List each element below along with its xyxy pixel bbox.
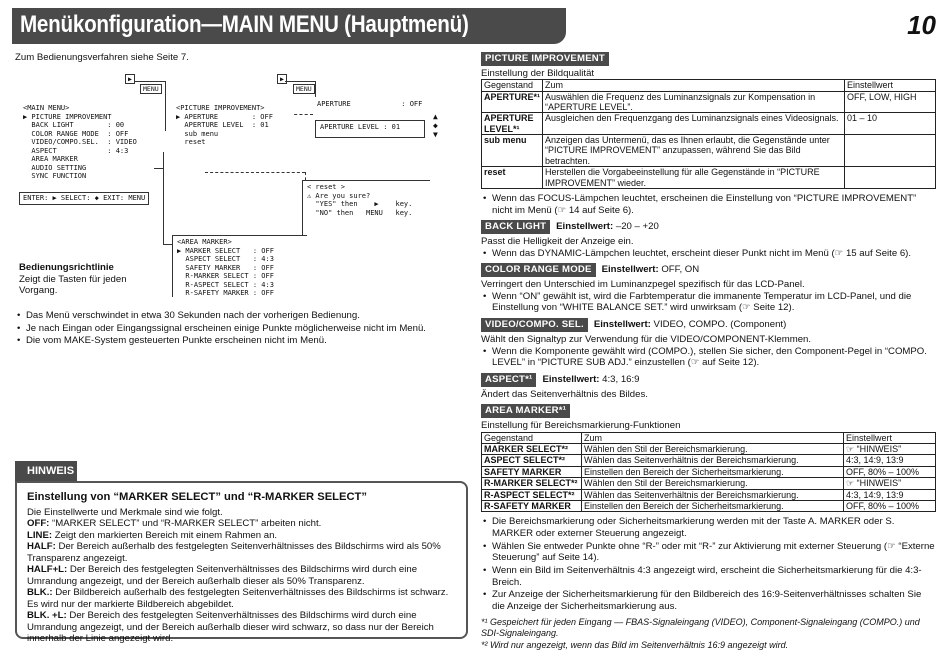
menu-key-indicator-1: MENU <box>140 84 162 94</box>
area-marker-label: AREA MARKER*¹ <box>481 404 570 418</box>
table-cell: R-SAFETY MARKER <box>482 500 582 511</box>
table-header: Zum <box>543 80 845 91</box>
hinweis-paragraph: BLK.: Der Bildbereich außerhalb des festgelegten Seitenverhältnisses des Bildschirms ist schwarz. Es wird nur der markierte Bildbereich abgebildet. <box>27 587 449 610</box>
table-cell: ☞ “HINWEIS” <box>844 444 936 455</box>
table-cell: Einstellen den Bereich der Sicherheitsmarkierung. <box>582 500 844 511</box>
hinweis-paragraph: HALF+L: Der Bereich des festgelegten Seitenverhältnisses des Bildschirms wird durch eine Umrandung angezeigt, und der Bereich außerhalb dieser als 50% Transparenz. <box>27 564 418 587</box>
table-cell <box>845 135 936 167</box>
intro-text: Zum Bedienungsverfahren siehe Seite 7. <box>15 52 189 63</box>
table-row <box>482 91 936 113</box>
list-item: • Das Menü verschwindet in etwa 30 Sekunden nach der vorherigen Bedienung. <box>15 310 470 322</box>
main-menu-line: ▶ PICTURE IMPROVEMENT <box>23 112 112 121</box>
table-cell: R-MARKER SELECT*² <box>482 478 582 489</box>
table-cell: reset <box>482 167 543 189</box>
table-header: Einstellwert <box>845 80 936 91</box>
table-row <box>482 167 936 189</box>
reset-dialog-line: "NO" then MENU key. <box>307 208 413 217</box>
table-header: Gegenstand <box>482 80 543 91</box>
legend-text: Zeigt die Tasten für jeden Vorgang. <box>19 273 127 297</box>
area-caption: Einstellung für Bereichsmarkierung-Funktionen <box>481 420 681 432</box>
table-row <box>482 500 936 511</box>
table-row <box>482 478 936 489</box>
table-header: Einstellwert <box>844 432 936 443</box>
table-cell: APERTURE*¹ <box>482 91 543 113</box>
picture-menu-line: reset <box>176 138 206 147</box>
picture-menu-line: ▶ APERTURE : OFF <box>176 112 273 121</box>
picture-improvement-submenu <box>172 102 292 160</box>
table-cell: OFF, LOW, HIGH <box>845 91 936 113</box>
main-menu-line: AUDIO SETTING <box>23 163 87 172</box>
table-cell: OFF, 80% – 100% <box>844 500 936 511</box>
menu-notes-list <box>15 310 470 348</box>
table-row <box>482 466 936 477</box>
table-cell: ASPECT SELECT*² <box>482 455 582 466</box>
table-row <box>482 444 936 455</box>
aspect-value-label: Einstellwert: <box>542 373 600 385</box>
table-cell: 4:3, 14:9, 13:9 <box>844 455 936 466</box>
hinweis-paragraph: LINE: Zeigt den markierten Bereich mit einem Rahmen an. <box>27 529 278 541</box>
hinweis-paragraph: BLK. +L: Der Bereich des festgelegten Seitenverhältnisses des Bildschirms wird durch eine Umrandung angezeigt, und der Bereich außerhalb dieser wird schwarz, so dass nur der Bereich innerhalb der Linie angezeigt wird. <box>27 610 434 645</box>
picture-improvement-label: PICTURE IMPROVEMENT <box>481 52 609 66</box>
picture-menu-line: <PICTURE IMPROVEMENT> <box>176 104 265 112</box>
area-table <box>481 432 936 512</box>
color-range-notes <box>481 291 936 314</box>
table-cell: Anzeigen das Untermenü, das es Ihnen erlaubt, die Gegenstände unter “PICTURE IMPROVEMENT” anzupassen, während Sie das Bild betrachten. <box>543 135 845 167</box>
back-light-text: Passt die Helligkeit der Anzeige ein. <box>481 235 634 247</box>
list-item: • Zur Anzeige der Sicherheitsmarkierung für den Bildbereich des 16:9-Seitenverhältnisses schalten Sie die Anzeige der Sicherheitsmarkierung aus. <box>481 589 936 612</box>
video-compo-value: VIDEO, COMPO. (Component) <box>650 319 787 331</box>
list-item: • Wählen Sie entweder Punkte ohne “R-” oder mit “R-” zur Aktivierung mit externer Steuerung (☞ “Externe Steuerung” auf Seite 14). <box>481 541 936 564</box>
page-number: 10 <box>907 10 936 40</box>
list-item: • Wenn das FOCUS-Lämpchen leuchtet, erscheinen die Einstellung von “PICTURE IMPROVEMENT” nicht im Menü (☞ 14 auf Seite 6). <box>481 193 936 216</box>
main-menu-line: VIDEO/COMPO.SEL. : VIDEO <box>23 138 137 147</box>
video-compo-value-label: Einstellwert: <box>593 319 651 331</box>
area-notes <box>481 516 936 613</box>
back-light-value: –20 – +20 <box>613 221 659 233</box>
picture-notes <box>481 193 936 216</box>
table-cell: ☞ “HINWEIS” <box>844 478 936 489</box>
video-compo-text: Wählt den Signaltyp zur Verwendung für die VIDEO/COMPONENT-Klemmen. <box>481 333 812 345</box>
color-range-text: Verringert den Unterschied im Luminanzpegel spezifisch für das LCD-Panel. <box>481 279 805 291</box>
area-marker-submenu <box>172 235 307 297</box>
back-light-notes <box>481 248 936 260</box>
table-cell: Einstellen den Bereich der Sicherheitsmarkierung. <box>582 466 844 477</box>
area-menu-line: ASPECT SELECT : 4:3 <box>177 255 274 264</box>
menu-key-indicator-2: MENU <box>293 84 315 94</box>
legend-title: Bedienungsrichtlinie <box>19 262 114 273</box>
main-menu-line: AREA MARKER <box>23 155 78 164</box>
list-item: • Die vom MAKE-System gesteuerten Punkte erscheinen nicht im Menü. <box>15 335 470 347</box>
area-menu-line: ▶ MARKER SELECT : OFF <box>177 246 274 255</box>
aspect-label: ASPECT*¹ <box>481 373 536 387</box>
list-item: • Die Bereichsmarkierung oder Sicherheitsmarkierung werden mit der Taste A. MARKER oder S. MARKER oder externer Steuerung angezeigt. <box>481 516 936 539</box>
hinweis-title: Einstellung von “MARKER SELECT” und “R-MARKER SELECT” <box>27 491 367 503</box>
color-range-label: COLOR RANGE MODE <box>481 263 596 277</box>
hinweis-paragraph: HALF: Der Bereich außerhalb des festgelegten Seitenverhältnisses des Bildschirms wird als 50% Transparenz angezeigt. <box>27 541 441 564</box>
aperture-menu <box>313 98 435 112</box>
page-title: Menükonfiguration—MAIN MENU (Hauptmenü) <box>20 11 469 38</box>
list-item: • Wenn die Komponente gewählt wird (COMPO.), stellen Sie sicher, den Component-Pegel in “COMPO. LEVEL” in “PICTURE SUB ADJ.” einzustellen (☞ auf Seite 12). <box>481 346 936 369</box>
up-down-icon: ▲ ◆ ▼ <box>433 112 438 139</box>
table-cell: 4:3, 14:9, 13:9 <box>844 489 936 500</box>
table-cell: Wählen das Seitenverhältnis der Bereichsmarkierung. <box>582 455 844 466</box>
main-menu-line: <MAIN MENU> <box>23 104 70 112</box>
picture-menu-line: sub menu <box>176 129 219 138</box>
table-cell: Auswählen die Frequenz des Luminanzsignals zur Kompensation in “APERTURE LEVEL”. <box>543 91 845 113</box>
aperture-level-line: APERTURE LEVEL : 01 <box>320 123 401 131</box>
main-menu-line: SYNC FUNCTION <box>23 172 87 181</box>
table-cell: OFF, 80% – 100% <box>844 466 936 477</box>
video-compo-notes <box>481 346 936 369</box>
table-cell: APERTURE LEVEL*¹ <box>482 113 543 135</box>
reset-dialog-line: < reset > <box>307 183 345 191</box>
table-header: Gegenstand <box>482 432 582 443</box>
reset-dialog-line: "YES" then ▶ key. <box>307 200 413 209</box>
area-menu-line: R-SAFETY MARKER : OFF <box>177 289 274 298</box>
picture-table <box>481 79 936 188</box>
table-cell: Herstellen die Vorgabeeinstellung für alle Gegenstände in “PICTURE IMPROVEMENT” wieder. <box>543 167 845 189</box>
footnote-2: *² Wird nur angezeigt, wenn das Bild im Seitenverhältnis 16:9 angezeigt wird. <box>481 639 789 650</box>
table-cell: Wählen den Stil der Bereichsmarkierung. <box>582 444 844 455</box>
play-key-indicator-1: ▶ <box>125 74 135 84</box>
guide-bar: ENTER: ▶ SELECT: ◆ EXIT: MENU <box>19 192 149 205</box>
list-item: • Wenn das DYNAMIC-Lämpchen leuchtet, erscheint dieser Punkt nicht im Menü (☞ 15 auf Seite 6). <box>481 248 936 260</box>
aperture-menu-line: APERTURE : OFF <box>317 100 423 108</box>
reset-dialog <box>302 180 430 235</box>
area-menu-line: R-ASPECT SELECT : 4:3 <box>177 280 274 289</box>
table-cell: Ausgleichen den Frequenzgang des Luminanzsignals eines Videosignals. <box>543 113 845 135</box>
table-cell: SAFETY MARKER <box>482 466 582 477</box>
color-range-value-label: Einstellwert: <box>601 264 659 276</box>
table-cell <box>845 167 936 189</box>
list-item: • Wenn “ON” gewählt ist, wird die Farbtemperatur die immanente Temperatur im LCD-Panel, und die Einstellung von “WHITE BALANCE SET.” wird unwirksam (☞ Seite 12). <box>481 291 936 314</box>
table-row <box>482 489 936 500</box>
table-cell: 01 – 10 <box>845 113 936 135</box>
footnote-1: *¹ Gespeichert für jeden Eingang — FBAS-Signaleingang (VIDEO), Component-Signaleingang (COMPO.) und SDI-Signaleingang. <box>481 616 920 638</box>
left-column <box>15 52 470 347</box>
main-menu-line: BACK LIGHT : 00 <box>23 121 125 130</box>
aspect-value: 4:3, 16:9 <box>599 373 640 385</box>
aspect-text: Ändert das Seitenverhältnis des Bildes. <box>481 388 648 400</box>
table-cell: Wählen den Stil der Bereichsmarkierung. <box>582 478 844 489</box>
main-menu-line: ASPECT : 4:3 <box>23 146 129 155</box>
back-light-value-label: Einstellwert: <box>556 221 614 233</box>
area-menu-line: R-MARKER SELECT : OFF <box>177 272 274 281</box>
hinweis-tab: HINWEIS <box>15 461 77 481</box>
list-item: • Je nach Eingan oder Eingangssignal erscheinen einige Punkte möglicherweise nicht im Menü. <box>15 323 470 335</box>
table-cell: sub menu <box>482 135 543 167</box>
picture-menu-line: APERTURE LEVEL : 01 <box>176 121 269 130</box>
aperture-level-menu <box>315 120 425 138</box>
table-row <box>482 135 936 167</box>
area-menu-line: <AREA MARKER> <box>177 238 232 246</box>
menu-diagram <box>15 72 470 302</box>
table-row <box>482 455 936 466</box>
main-menu-line: COLOR RANGE MODE : OFF <box>23 129 129 138</box>
hinweis-paragraph: OFF: “MARKER SELECT” und “R-MARKER SELECT” arbeiten nicht. <box>27 518 322 530</box>
video-compo-label: VIDEO/COMPO. SEL. <box>481 318 588 332</box>
list-item: • Wenn ein Bild im Seitenverhältnis 4:3 angezeigt wird, erscheint die Sicherheitsmarkierung für die 4:3-Breich. <box>481 565 936 588</box>
color-range-value: OFF, ON <box>658 264 700 276</box>
play-key-indicator-2: ▶ <box>277 74 287 84</box>
table-row <box>482 113 936 135</box>
table-cell: R-ASPECT SELECT*² <box>482 489 582 500</box>
table-cell: MARKER SELECT*² <box>482 444 582 455</box>
area-menu-line: SAFETY MARKER : OFF <box>177 263 274 272</box>
table-cell: Wählen das Seitenverhältnis der Bereichsmarkierung. <box>582 489 844 500</box>
right-column <box>481 52 936 651</box>
guide-legend <box>19 262 129 297</box>
reset-dialog-line: ⚠ Are you sure? <box>307 191 371 200</box>
hinweis-box <box>15 481 468 645</box>
main-menu-box <box>19 102 154 205</box>
back-light-label: BACK LIGHT <box>481 220 550 234</box>
hinweis-paragraph: Die Einstellwerte und Merkmale sind wie folgt. <box>27 506 223 518</box>
picture-caption: Einstellung der Bildqualität <box>481 67 595 79</box>
table-header: Zum <box>582 432 844 443</box>
